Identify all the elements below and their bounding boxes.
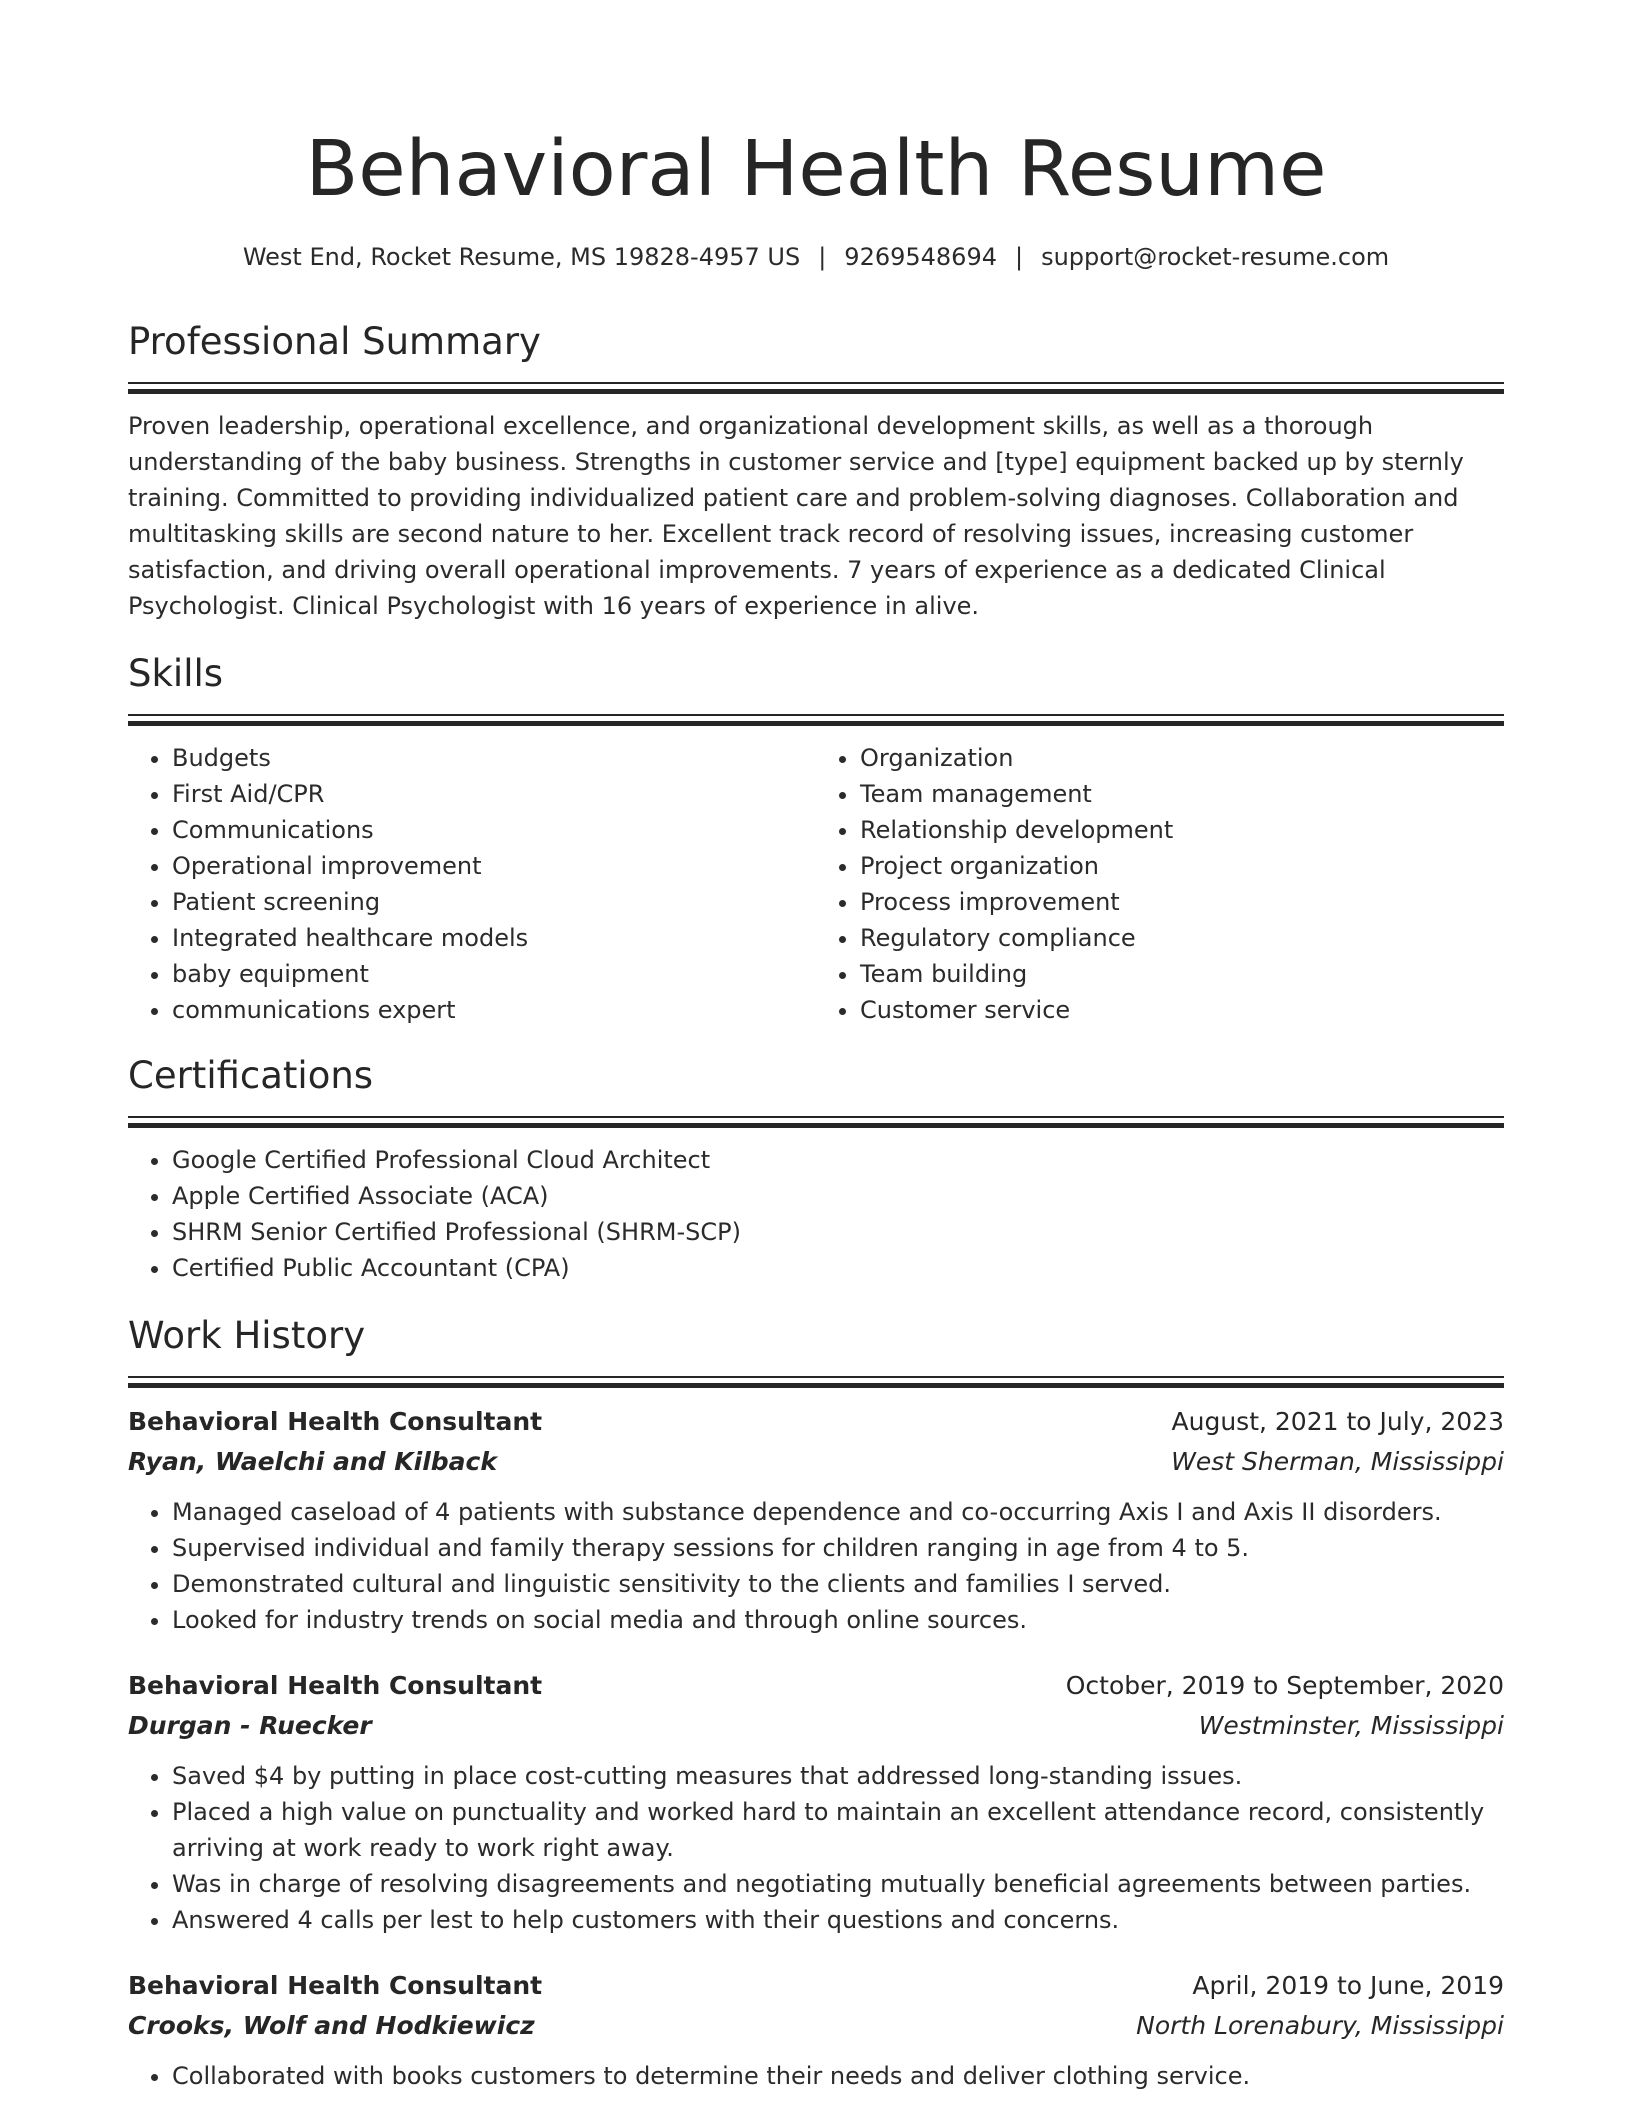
certification-item: • Google Certified Professional Cloud Architect bbox=[172, 1142, 1504, 1178]
divider bbox=[128, 721, 1504, 726]
divider bbox=[128, 1123, 1504, 1128]
job-subheader bbox=[128, 1706, 1504, 1746]
job-header bbox=[128, 1666, 1504, 1706]
skill-item: • Communications bbox=[172, 812, 816, 848]
skill-item: • Team management bbox=[860, 776, 1504, 812]
job-bullet: • Answered 4 calls per lest to help customers with their questions and concerns. bbox=[172, 1902, 1504, 1938]
skill-item: • Budgets bbox=[172, 740, 816, 776]
job-subheader bbox=[128, 2006, 1504, 2046]
address: West End, Rocket Resume, MS 19828-4957 US bbox=[242, 243, 801, 271]
skill-item: • Organization bbox=[860, 740, 1504, 776]
divider bbox=[128, 714, 1504, 716]
skill-item: • Customer service bbox=[860, 992, 1504, 1028]
skills-list-left bbox=[128, 740, 816, 1028]
divider bbox=[128, 382, 1504, 384]
certification-item: • SHRM Senior Certified Professional (SHRM-SCP) bbox=[172, 1214, 1504, 1250]
skill-item: • Process improvement bbox=[860, 884, 1504, 920]
email: support@rocket-resume.com bbox=[1041, 243, 1390, 271]
job-dates: August, 2021 to July, 2023 bbox=[1171, 1407, 1504, 1436]
job-bullet: • Demonstrated cultural and linguistic sensitivity to the clients and families I served. bbox=[172, 1566, 1504, 1602]
job-entry bbox=[128, 1666, 1504, 1938]
job-bullets bbox=[128, 2058, 1504, 2094]
summary-text: Proven leadership, operational excellence, and organizational development skills, as well as a thorough understanding of the baby business. Strengths in customer service and [type] equipment backed up by sternly training. Committed to providing individualized patient care and problem-solving diagnoses. Collaboration and multitasking skills are second nature to her. Excellent track record of resolving issues, increasing customer satisfaction, and driving overall operational improvements. 7 years of experience as a dedicated Clinical Psychologist. Clinical Psychologist with 16 years of experience in alive. bbox=[128, 412, 1464, 620]
company-name: Durgan - Ruecker bbox=[128, 1711, 372, 1740]
job-location: North Lorenabury, Mississippi bbox=[1136, 2011, 1504, 2040]
work-history-section bbox=[128, 1310, 1504, 2094]
certifications-list bbox=[128, 1142, 1504, 1286]
job-title: Behavioral Health Consultant bbox=[128, 1671, 543, 1700]
skill-item: • Team building bbox=[860, 956, 1504, 992]
skills-section bbox=[128, 648, 1504, 1028]
certifications-section bbox=[128, 1050, 1504, 1286]
certification-item: • Apple Certified Associate (ACA) bbox=[172, 1178, 1504, 1214]
phone: 9269548694 bbox=[844, 243, 997, 271]
skill-item: • Operational improvement bbox=[172, 848, 816, 884]
company-name: Crooks, Wolf and Hodkiewicz bbox=[128, 2011, 535, 2040]
skill-item: • Patient screening bbox=[172, 884, 816, 920]
skill-item: • Integrated healthcare models bbox=[172, 920, 816, 956]
job-entry bbox=[128, 1966, 1504, 2094]
job-bullet: • Supervised individual and family therapy sessions for children ranging in age from 4 to 5. bbox=[172, 1530, 1504, 1566]
divider bbox=[128, 1383, 1504, 1388]
job-header bbox=[128, 1402, 1504, 1442]
job-bullets bbox=[128, 1758, 1504, 1938]
job-title: Behavioral Health Consultant bbox=[128, 1971, 543, 2000]
separator: | bbox=[1015, 243, 1024, 271]
section-title: Work History bbox=[128, 1314, 366, 1357]
section-title: Professional Summary bbox=[128, 320, 541, 363]
job-location: West Sherman, Mississippi bbox=[1171, 1447, 1504, 1476]
company-name: Ryan, Waelchi and Kilback bbox=[128, 1447, 497, 1476]
skill-item: • Regulatory compliance bbox=[860, 920, 1504, 956]
job-title: Behavioral Health Consultant bbox=[128, 1407, 543, 1436]
skill-item: • Project organization bbox=[860, 848, 1504, 884]
job-bullet: • Looked for industry trends on social media and through online sources. bbox=[172, 1602, 1504, 1638]
skill-item: • First Aid/CPR bbox=[172, 776, 816, 812]
divider bbox=[128, 1376, 1504, 1378]
job-entry bbox=[128, 1402, 1504, 1638]
job-dates: October, 2019 to September, 2020 bbox=[1065, 1671, 1504, 1700]
job-dates: April, 2019 to June, 2019 bbox=[1192, 1971, 1504, 2000]
job-header bbox=[128, 1966, 1504, 2006]
job-bullet: • Managed caseload of 4 patients with substance dependence and co-occurring Axis I and Axis II disorders. bbox=[172, 1494, 1504, 1530]
job-bullet: • Saved $4 by putting in place cost-cutting measures that addressed long-standing issues. bbox=[172, 1758, 1504, 1794]
contact-line bbox=[0, 237, 1632, 277]
section-title: Skills bbox=[128, 652, 224, 695]
job-subheader bbox=[128, 1442, 1504, 1482]
skill-item: • baby equipment bbox=[172, 956, 816, 992]
resume-title: Behavioral Health Resume bbox=[305, 125, 1327, 214]
job-bullet: • Was in charge of resolving disagreements and negotiating mutually beneficial agreements between parties. bbox=[172, 1866, 1504, 1902]
skill-item: • Relationship development bbox=[860, 812, 1504, 848]
certification-item: • Certified Public Accountant (CPA) bbox=[172, 1250, 1504, 1286]
section-title: Certifications bbox=[128, 1054, 374, 1097]
job-location: Westminster, Mississippi bbox=[1198, 1711, 1504, 1740]
skills-grid bbox=[128, 740, 1504, 1028]
summary-section bbox=[128, 316, 1504, 624]
job-bullet: • Placed a high value on punctuality and worked hard to maintain an excellent attendance record, consistently arriving at work ready to work right away. bbox=[172, 1794, 1504, 1866]
skill-item: • communications expert bbox=[172, 992, 816, 1028]
divider bbox=[128, 1116, 1504, 1118]
job-bullet: • Collaborated with books customers to determine their needs and deliver clothing service. bbox=[172, 2058, 1504, 2094]
separator: | bbox=[818, 243, 827, 271]
skills-list-right bbox=[816, 740, 1504, 1028]
divider bbox=[128, 389, 1504, 394]
job-bullets bbox=[128, 1494, 1504, 1638]
